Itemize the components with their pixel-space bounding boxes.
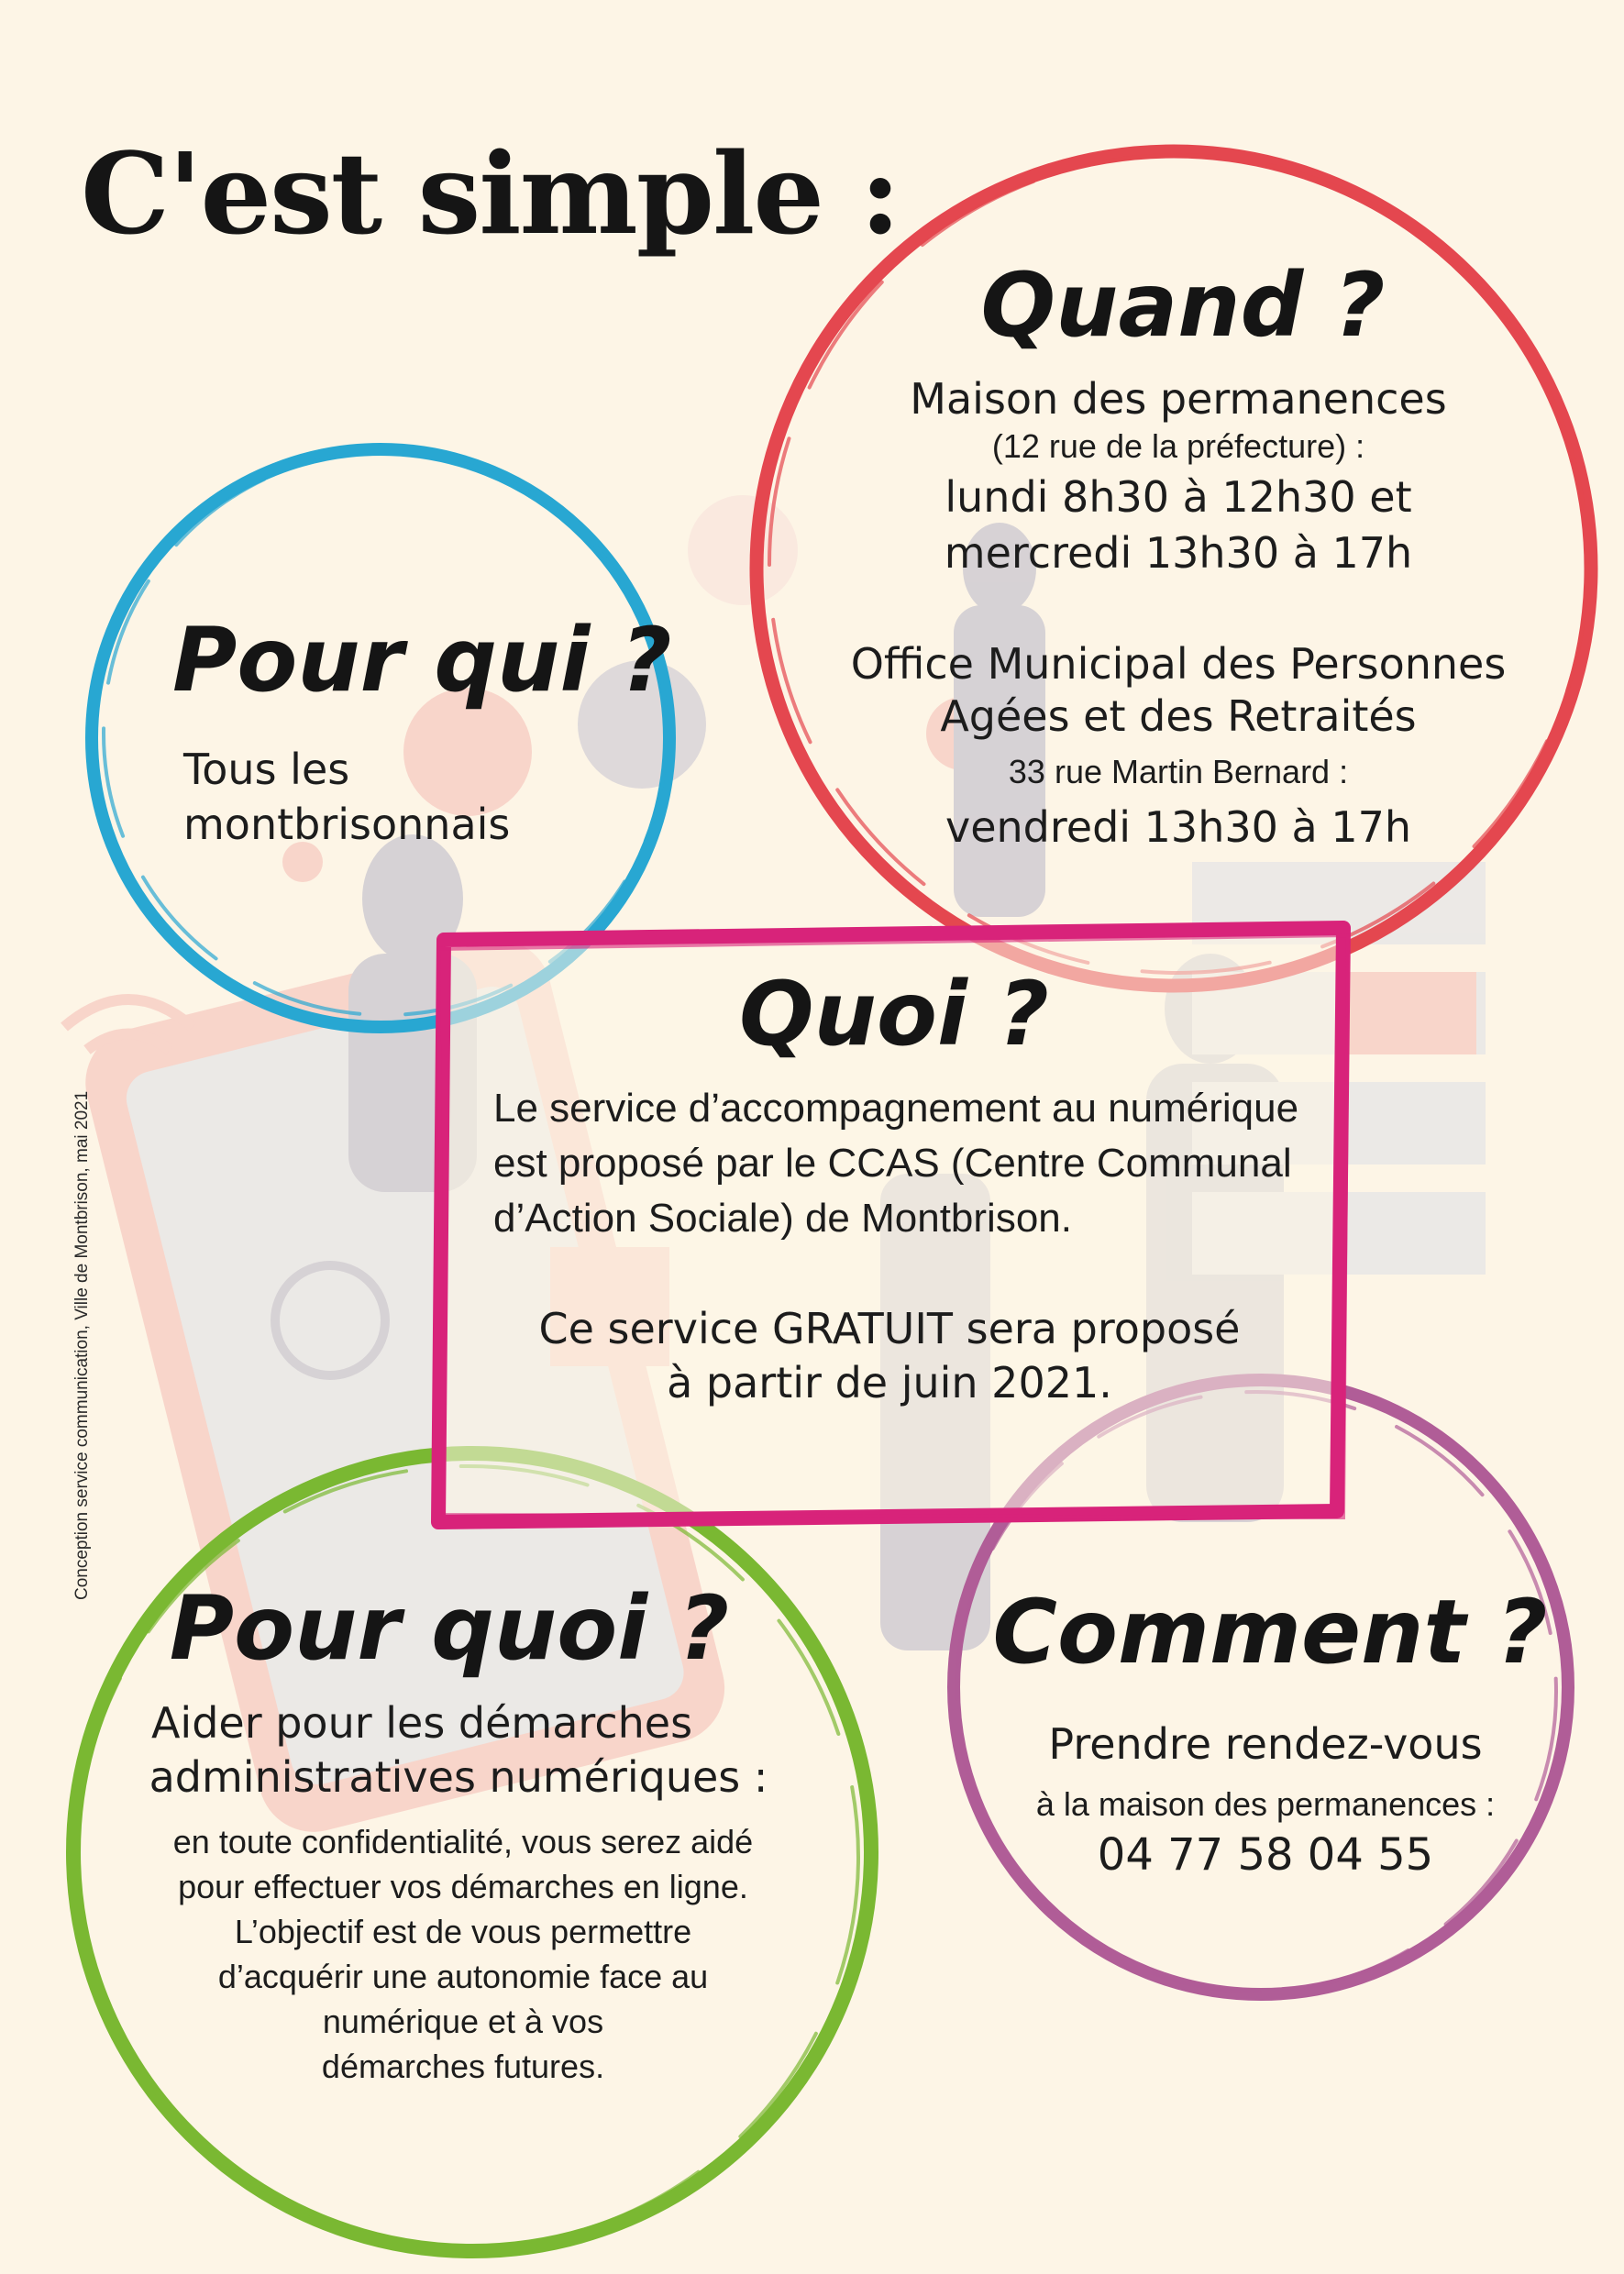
pour-quoi-body-6: démarches futures. [321, 2048, 605, 2085]
phone-number: 04 77 58 04 55 [1097, 1829, 1434, 1881]
quoi-line5: à partir de juin 2021. [667, 1358, 1112, 1407]
quoi-line4: Ce service GRATUIT sera proposé [538, 1304, 1241, 1353]
pour-quoi-body-3: L’objectif est de vous permettre [234, 1913, 692, 1950]
comment-heading: Comment ? [992, 1581, 1548, 1683]
credit-note: Conception service communication, Ville de Montbrison, mai 2021 [72, 1090, 92, 1600]
pour-qui-heading: Pour qui ? [172, 609, 672, 712]
quand-place2a: Office Municipal des Personnes [850, 639, 1507, 689]
pour-quoi-line2: administratives numériques : [149, 1752, 768, 1802]
pour-qui-line1: Tous les [183, 745, 350, 794]
comment-line1: Prendre rendez-vous [1048, 1719, 1483, 1769]
quoi-line3: d’Action Sociale) de Montbrison. [493, 1196, 1072, 1241]
quand-hours1b: mercredi 13h30 à 17h [944, 528, 1413, 578]
pour-quoi-line1: Aider pour les démarches [150, 1698, 693, 1748]
quoi-line2: est proposé par le CCAS (Centre Communal [493, 1141, 1292, 1186]
pour-quoi-body-4: d’acquérir une autonomie face au [217, 1958, 709, 1995]
quand-address1: (12 rue de la préfecture) : [991, 427, 1365, 465]
quand-hours2: vendredi 13h30 à 17h [945, 802, 1412, 852]
quand-place1: Maison des permanences [910, 374, 1447, 424]
pour-quoi-body-2: pour effectuer vos démarches en ligne. [178, 1868, 748, 1905]
pour-qui-line2: montbrisonnais [183, 800, 511, 849]
pour-quoi-body-1: en toute confidentialité, vous serez aidé [172, 1823, 754, 1860]
quand-hours1a: lundi 8h30 à 12h30 et [945, 472, 1412, 522]
page-title: C'est simple : [81, 127, 900, 259]
pour-quoi-heading: Pour quoi ? [169, 1577, 730, 1680]
quand-address2: 33 rue Martin Bernard : [1008, 753, 1349, 790]
quand-place2b: Agées et des Retraités [940, 691, 1417, 741]
quoi-line1: Le service d’accompagnement au numérique [493, 1086, 1299, 1131]
comment-line2: à la maison des permanences : [1035, 1785, 1496, 1823]
pour-quoi-body-5: numérique et à vos [322, 2003, 604, 2040]
quand-heading: Quand ? [980, 254, 1386, 357]
at-icon [688, 495, 798, 605]
quoi-heading: Quoi ? [739, 963, 1049, 1065]
